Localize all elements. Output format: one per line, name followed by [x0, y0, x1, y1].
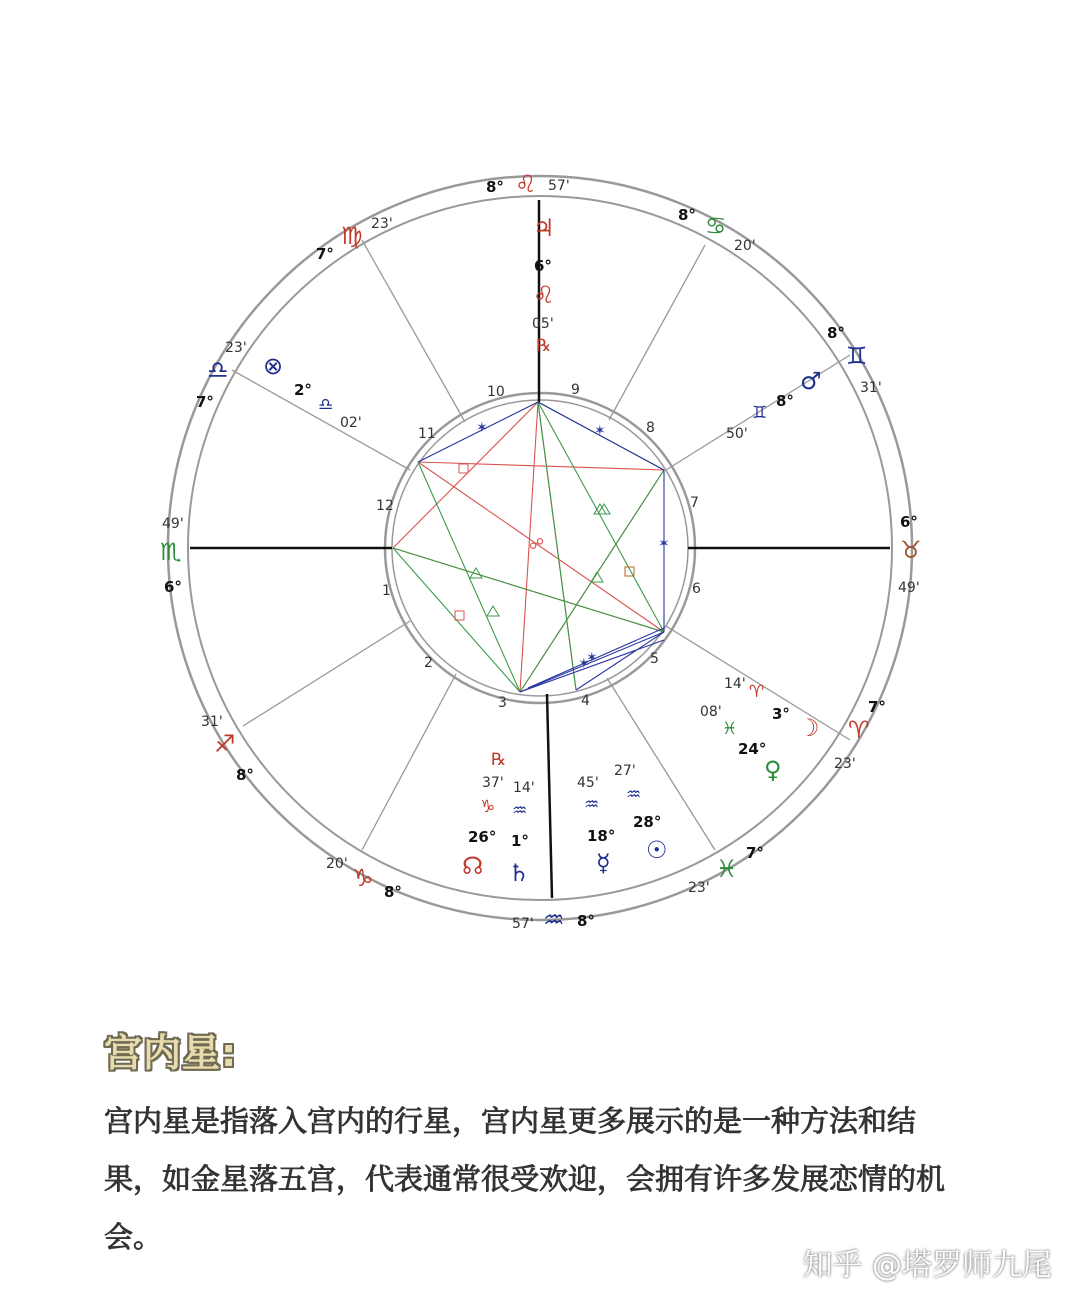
cusp-minute: 20' [734, 238, 756, 254]
cusp-degree: 8° [384, 883, 402, 901]
libra-icon: ♎ [318, 395, 334, 415]
libra-icon: ♎ [207, 356, 229, 384]
planet-minute: 37' [482, 775, 504, 791]
cusp-degree: 8° [236, 766, 254, 784]
planet-north-node [462, 750, 506, 880]
planet-degree: 24° [738, 740, 767, 758]
cusp-degree: 7° [868, 698, 886, 716]
sextile-marker: ✶ [594, 423, 606, 439]
cusp-degree: 6° [164, 578, 182, 596]
aquarius-icon: ♒ [512, 801, 528, 821]
planet-mercury [577, 775, 615, 877]
cusp-minute: 57' [512, 916, 534, 932]
house-number: 4 [581, 693, 590, 709]
planet-minute: 05' [532, 316, 554, 332]
house-number: 3 [498, 695, 507, 711]
retrograde-icon: ℞ [536, 336, 552, 356]
leo-icon: ♌ [515, 170, 537, 198]
cusp-minute: 23' [371, 216, 393, 232]
capricorn-icon: ♑ [480, 797, 496, 817]
square-marker [455, 611, 464, 620]
cusp-line-9 [609, 245, 705, 420]
retrograde-icon: ℞ [491, 750, 507, 770]
mars-icon: ♂ [800, 367, 822, 395]
sextile-marker: ✶ [476, 420, 488, 436]
cusp-line-3 [362, 674, 456, 850]
capricorn-icon: ♑ [352, 864, 374, 892]
north-node-icon: ☊ [462, 852, 484, 880]
part-of-fortune-icon: ⊗ [263, 352, 284, 380]
planet-jupiter [532, 214, 555, 356]
planet-degree: 28° [633, 813, 662, 831]
planet-degree: 3° [772, 705, 790, 723]
planet-part-of-fortune [263, 352, 362, 431]
pisces-icon: ♓ [716, 855, 738, 883]
planet-degree: 1° [511, 832, 529, 850]
cusp-line-2 [243, 621, 410, 726]
ic-axis-line [547, 694, 552, 898]
cusp-minute: 49' [898, 580, 920, 596]
taurus-icon: ♉ [900, 536, 922, 564]
cusp-line-11 [362, 240, 465, 422]
opposition-marker: ☍ [529, 535, 545, 553]
house-number: 12 [376, 498, 394, 514]
planet-mars [726, 367, 822, 442]
virgo-icon: ♍ [341, 222, 363, 250]
aquarius-icon: ♒ [584, 795, 600, 815]
planet-minute: 14' [724, 676, 746, 692]
cusp-degree: 8° [486, 178, 504, 196]
planet-minute: 50' [726, 426, 748, 442]
cusp-minute: 49' [162, 516, 184, 532]
planet-minute: 27' [614, 763, 636, 779]
house-number: 7 [690, 495, 699, 511]
planet-saturn [508, 780, 535, 887]
sextile-marker: ✶ [658, 536, 670, 552]
watermark: 知乎 @塔罗师九尾 [802, 1248, 1052, 1283]
planet-minute: 14' [513, 780, 535, 796]
house-number: 5 [650, 651, 659, 667]
house-number: 9 [571, 382, 580, 398]
planet-minute: 45' [577, 775, 599, 791]
house-number: 2 [424, 655, 433, 671]
scorpio-icon: ♏ [160, 538, 182, 566]
house-number: 1 [382, 583, 391, 599]
cusp-minute: 31' [201, 714, 223, 730]
aspect-markers [455, 420, 670, 672]
sagittarius-icon: ♐ [214, 730, 236, 758]
aspect-line [418, 462, 520, 692]
cusp-degree: 7° [196, 393, 214, 411]
house-number: 6 [692, 581, 701, 597]
venus-icon: ♀ [764, 756, 782, 784]
planet-minute: 08' [700, 704, 722, 720]
pisces-icon: ♓ [722, 719, 738, 739]
cusp-minute: 23' [688, 880, 710, 896]
cusp-minute: 31' [860, 380, 882, 396]
cusp-degree: 8° [678, 206, 696, 224]
aries-icon: ♈ [749, 682, 765, 702]
saturn-icon: ♄ [508, 859, 530, 887]
house-number: 10 [487, 384, 505, 400]
cusp-minute: 23' [225, 340, 247, 356]
cusp-degree: 8° [827, 324, 845, 342]
aspect-line [418, 462, 664, 470]
cusp-line-12 [232, 370, 410, 470]
planet-sun [614, 763, 668, 864]
gemini-icon: ♊ [752, 403, 768, 423]
planet-venus [700, 704, 782, 784]
house-number: 11 [418, 426, 436, 442]
square-marker [459, 464, 468, 473]
house-number: 8 [646, 420, 655, 436]
planet-degree: 2° [294, 381, 312, 399]
cusp-minute: 20' [326, 856, 348, 872]
aspect-line [393, 402, 538, 548]
trine-marker [594, 504, 606, 514]
section-title: 宫内星: [104, 1031, 238, 1075]
aries-icon: ♈ [848, 716, 870, 744]
cusp-degree: 7° [316, 245, 334, 263]
cusp-degree: 8° [577, 912, 595, 930]
planet-degree: 8° [776, 392, 794, 410]
cusp-degree: 7° [746, 844, 764, 862]
gemini-icon: ♊ [846, 342, 868, 370]
sun-icon: ☉ [646, 836, 668, 864]
aquarius-icon: ♒ [626, 785, 642, 805]
planet-minute: 02' [340, 415, 362, 431]
trine-marker [487, 606, 499, 616]
cusp-degree: 6° [900, 513, 918, 531]
sextile-marker: ✶ [586, 650, 598, 666]
cusp-minute: 23' [834, 756, 856, 772]
planet-degree: 18° [587, 827, 616, 845]
body-paragraph: 宫内星是指落入宫内的行星，宫内星更多展示的是一种方法和结果，如金星落五宫，代表通常很受欢迎，会拥有许多发展恋情的机会。 [104, 1104, 946, 1254]
cusp-minute: 57' [548, 178, 570, 194]
planet-degree: 6° [534, 257, 552, 275]
trine-marker [598, 504, 610, 514]
cancer-icon: ♋ [705, 212, 727, 240]
moon-icon: ☽ [798, 714, 820, 742]
planet-moon [724, 676, 820, 742]
leo-icon: ♌ [533, 281, 555, 309]
jupiter-icon: ♃ [533, 214, 555, 242]
planet-degree: 26° [468, 828, 497, 846]
sextile-marker: ✶ [578, 656, 590, 672]
mercury-icon: ☿ [596, 849, 611, 877]
aquarius-icon: ♒ [543, 906, 565, 934]
